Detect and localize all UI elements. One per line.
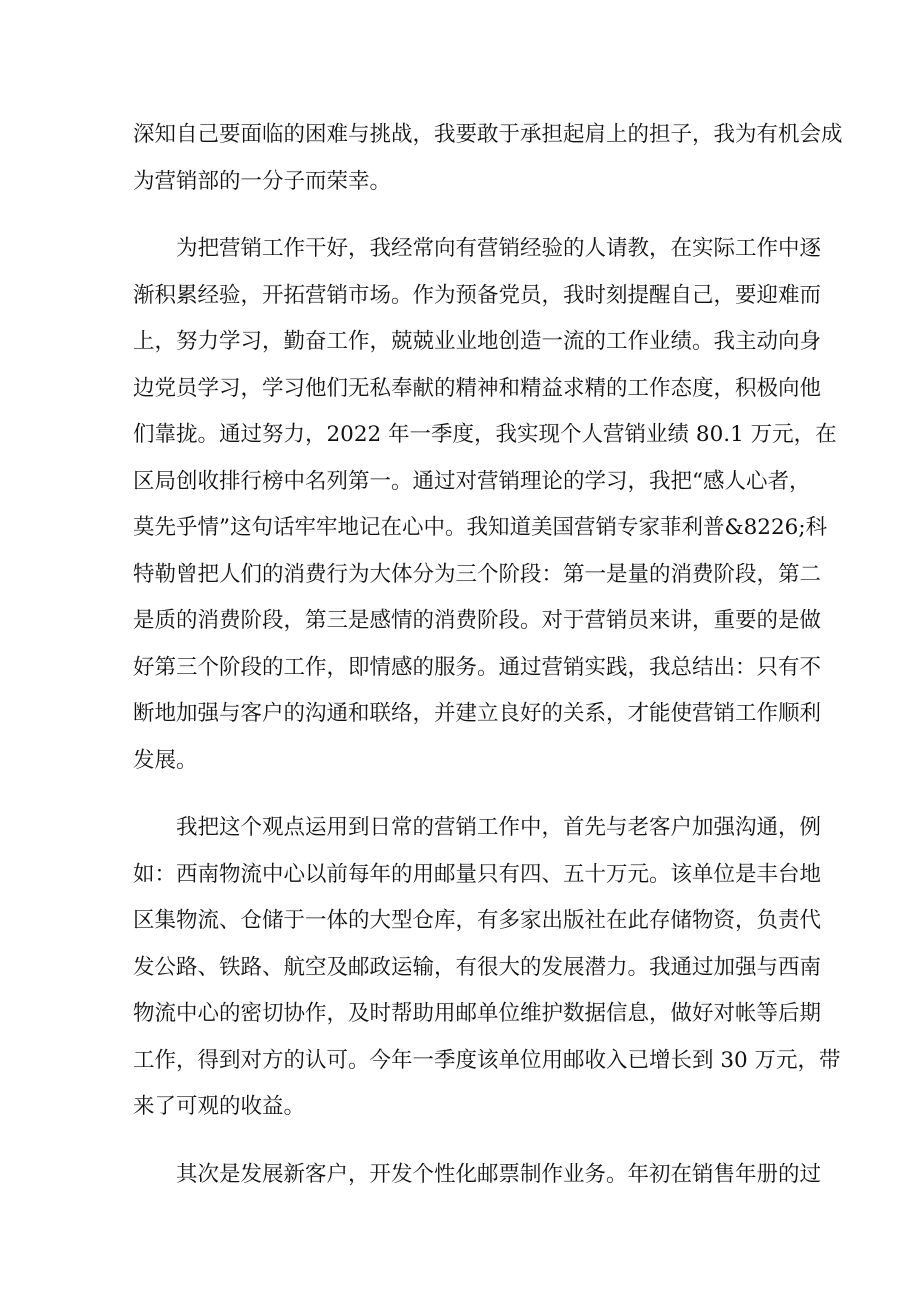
text-line: 好第三个阶段的工作，即情感的服务。通过营销实践，我总结出：只有不 <box>133 654 822 680</box>
text-line: 如：西南物流中心以前每年的用邮量只有四、五十万元。该单位是丰台地 <box>133 861 822 887</box>
text-line: 区集物流、仓储于一体的大型仓库，有多家出版社在此存储物资，负责代 <box>133 908 822 933</box>
text-line: 是质的消费阶段，第三是感情的消费阶段。对于营销员来讲，重要的是做 <box>133 608 822 633</box>
text-line: 深知自己要面临的困难与挑战，我要敢于承担起肩上的担子，我为有机会成 <box>133 122 843 147</box>
text-line: 特勒曾把人们的消费行为大体分为三个阶段：第一是量的消费阶段，第二 <box>133 561 822 587</box>
text-line: 边党员学习，学习他们无私奉献的精神和精益求精的工作态度，积极向他 <box>133 375 822 401</box>
text-line: 们靠拢。通过努力，2022 年一季度，我实现个人营销业绩 80.1 万元，在 <box>133 422 837 447</box>
paragraph-3 <box>133 805 841 1131</box>
paragraph-1 <box>133 112 843 205</box>
text-line: 来了可观的收益。 <box>133 1094 306 1119</box>
text-line: 为把营销工作干好，我经常向有营销经验的人请教，在实际工作中逐 <box>176 236 822 261</box>
document-page <box>133 112 843 1219</box>
text-line: 莫先乎情”这句话牢牢地记在心中。我知道美国营销专家菲利普&8226;科 <box>133 515 828 540</box>
text-line: 工作，得到对方的认可。今年一季度该单位用邮收入已增长到 30 万元，带 <box>133 1047 841 1073</box>
text-line: 发展。 <box>133 747 198 773</box>
text-line: 断地加强与客户的沟通和联络，并建立良好的关系，才能使营销工作顺利 <box>133 701 822 726</box>
text-line: 区局创收排行榜中名列第一。通过对营销理论的学习，我把“感人心者， <box>133 468 811 494</box>
text-line: 为营销部的一分子而荣幸。 <box>133 168 392 194</box>
paragraph-2 <box>133 226 837 784</box>
text-line: 物流中心的密切协作，及时帮助用邮单位维护数据信息，做好对帐等后期 <box>133 1001 822 1026</box>
paragraph-4 <box>133 1152 822 1199</box>
text-line: 上，努力学习，勤奋工作，兢兢业业地创造一流的工作业绩。我主动向身 <box>133 329 822 354</box>
text-line: 发公路、铁路、航空及邮政运输，有很大的发展潜力。我通过加强与西南 <box>133 954 822 980</box>
text-line: 渐积累经验，开拓营销市场。作为预备党员，我时刻提醒自己，要迎难而 <box>133 282 822 308</box>
text-line: 其次是发展新客户，开发个性化邮票制作业务。年初在销售年册的过 <box>176 1161 822 1187</box>
text-line: 我把这个观点运用到日常的营销工作中，首先与老客户加强沟通，例 <box>176 815 822 840</box>
